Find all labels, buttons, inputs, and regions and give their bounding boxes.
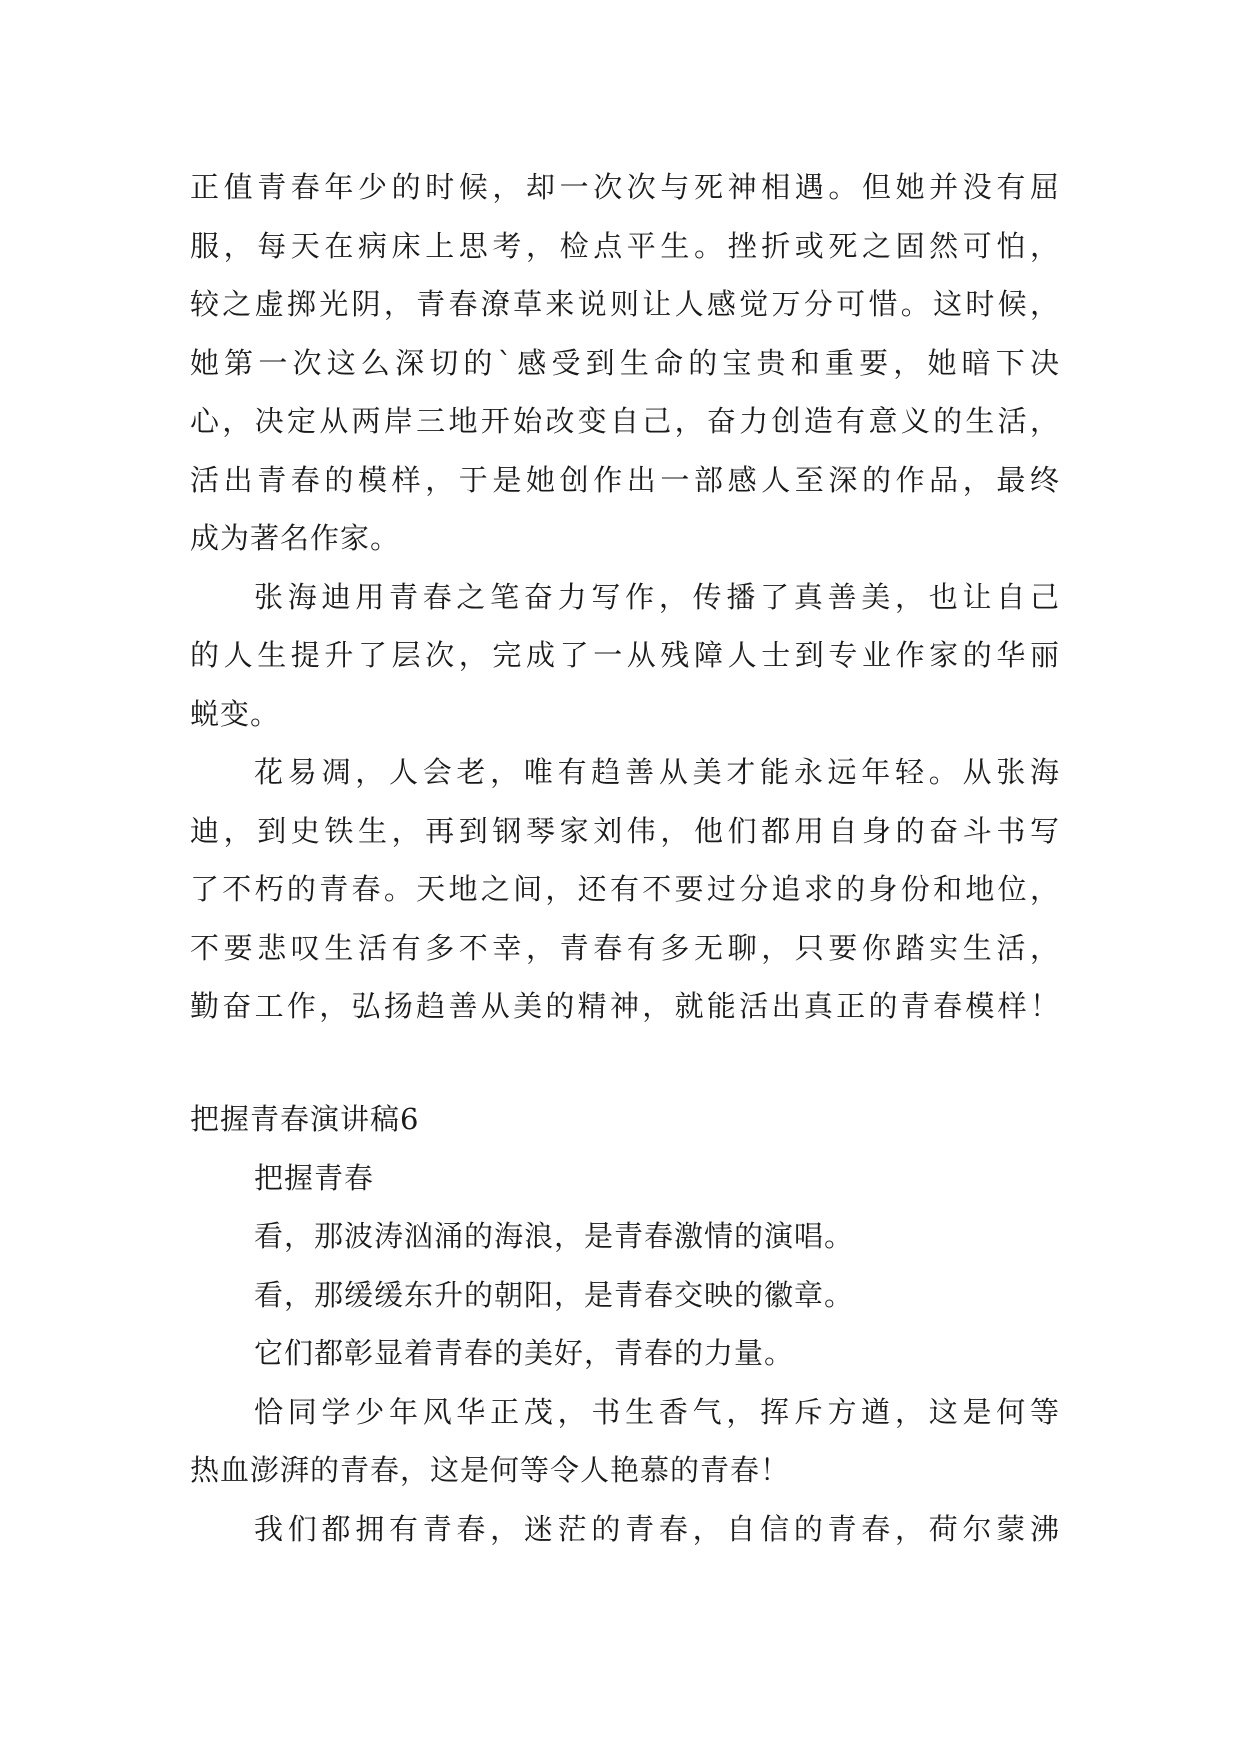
text-line: 心，决定从两岸三地开始改变自己，奋力创造有意义的生活，: [190, 404, 1060, 438]
section-heading: 把握青春演讲稿6: [190, 1102, 420, 1136]
text-line: 张海迪用青春之笔奋力写作，传播了真善美，也让自己: [254, 579, 1060, 614]
text-line: 活出青春的模样，于是她创作出一部感人至深的作品，最终: [190, 462, 1060, 497]
text-line: 我们都拥有青春，迷茫的青春，自信的青春，荷尔蒙沸: [254, 1511, 1060, 1546]
text-line: 她第一次这么深切的`感受到生命的宝贵和重要，她暗下决: [190, 345, 1060, 380]
text-line: 的人生提升了层次，完成了一从残障人士到专业作家的华丽: [190, 638, 1060, 672]
text-line: 蜕变。: [190, 696, 281, 731]
text-line: 迪，到史铁生，再到钢琴家刘伟，他们都用自身的奋斗书写: [190, 813, 1060, 848]
text-line: 勤奋工作，弘扬趋善从美的精神，就能活出真正的青春模样！: [190, 989, 1060, 1023]
text-line: 正值青春年少的时候，却一次次与死神相遇。但她并没有屈: [190, 170, 1060, 204]
text-line: 服，每天在病床上思考，检点平生。挫折或死之固然可怕，: [190, 228, 1060, 263]
text-line: 看，那波涛汹涌的海浪，是青春激情的演唱。: [254, 1219, 855, 1253]
text-line: 成为著名作家。: [190, 521, 401, 555]
text-line: 较之虚掷光阴，青春潦草来说则让人感觉万分可惜。这时候，: [190, 287, 1060, 321]
text-line: 它们都彰显着青春的美好，青春的力量。: [254, 1336, 795, 1370]
text-line: 看，那缓缓东升的朝阳，是青春交映的徽章。: [254, 1277, 855, 1312]
text-line: 热血澎湃的青春，这是何等令人艳慕的青春！: [190, 1453, 791, 1487]
text-line: 恰同学少年风华正茂，书生香气，挥斥方遒，这是何等: [254, 1394, 1060, 1429]
text-line: 花易凋，人会老，唯有趋善从美才能永远年轻。从张海: [254, 755, 1060, 789]
text-line: 不要悲叹生活有多不幸，青春有多无聊，只要你踏实生活，: [190, 930, 1060, 965]
body-section-one: [190, 158, 1060, 1036]
body-section-two: [190, 1090, 1060, 1558]
speech-title: 把握青春: [254, 1160, 375, 1195]
text-line: 了不朽的青春。天地之间，还有不要过分追求的身份和地位，: [190, 872, 1060, 906]
